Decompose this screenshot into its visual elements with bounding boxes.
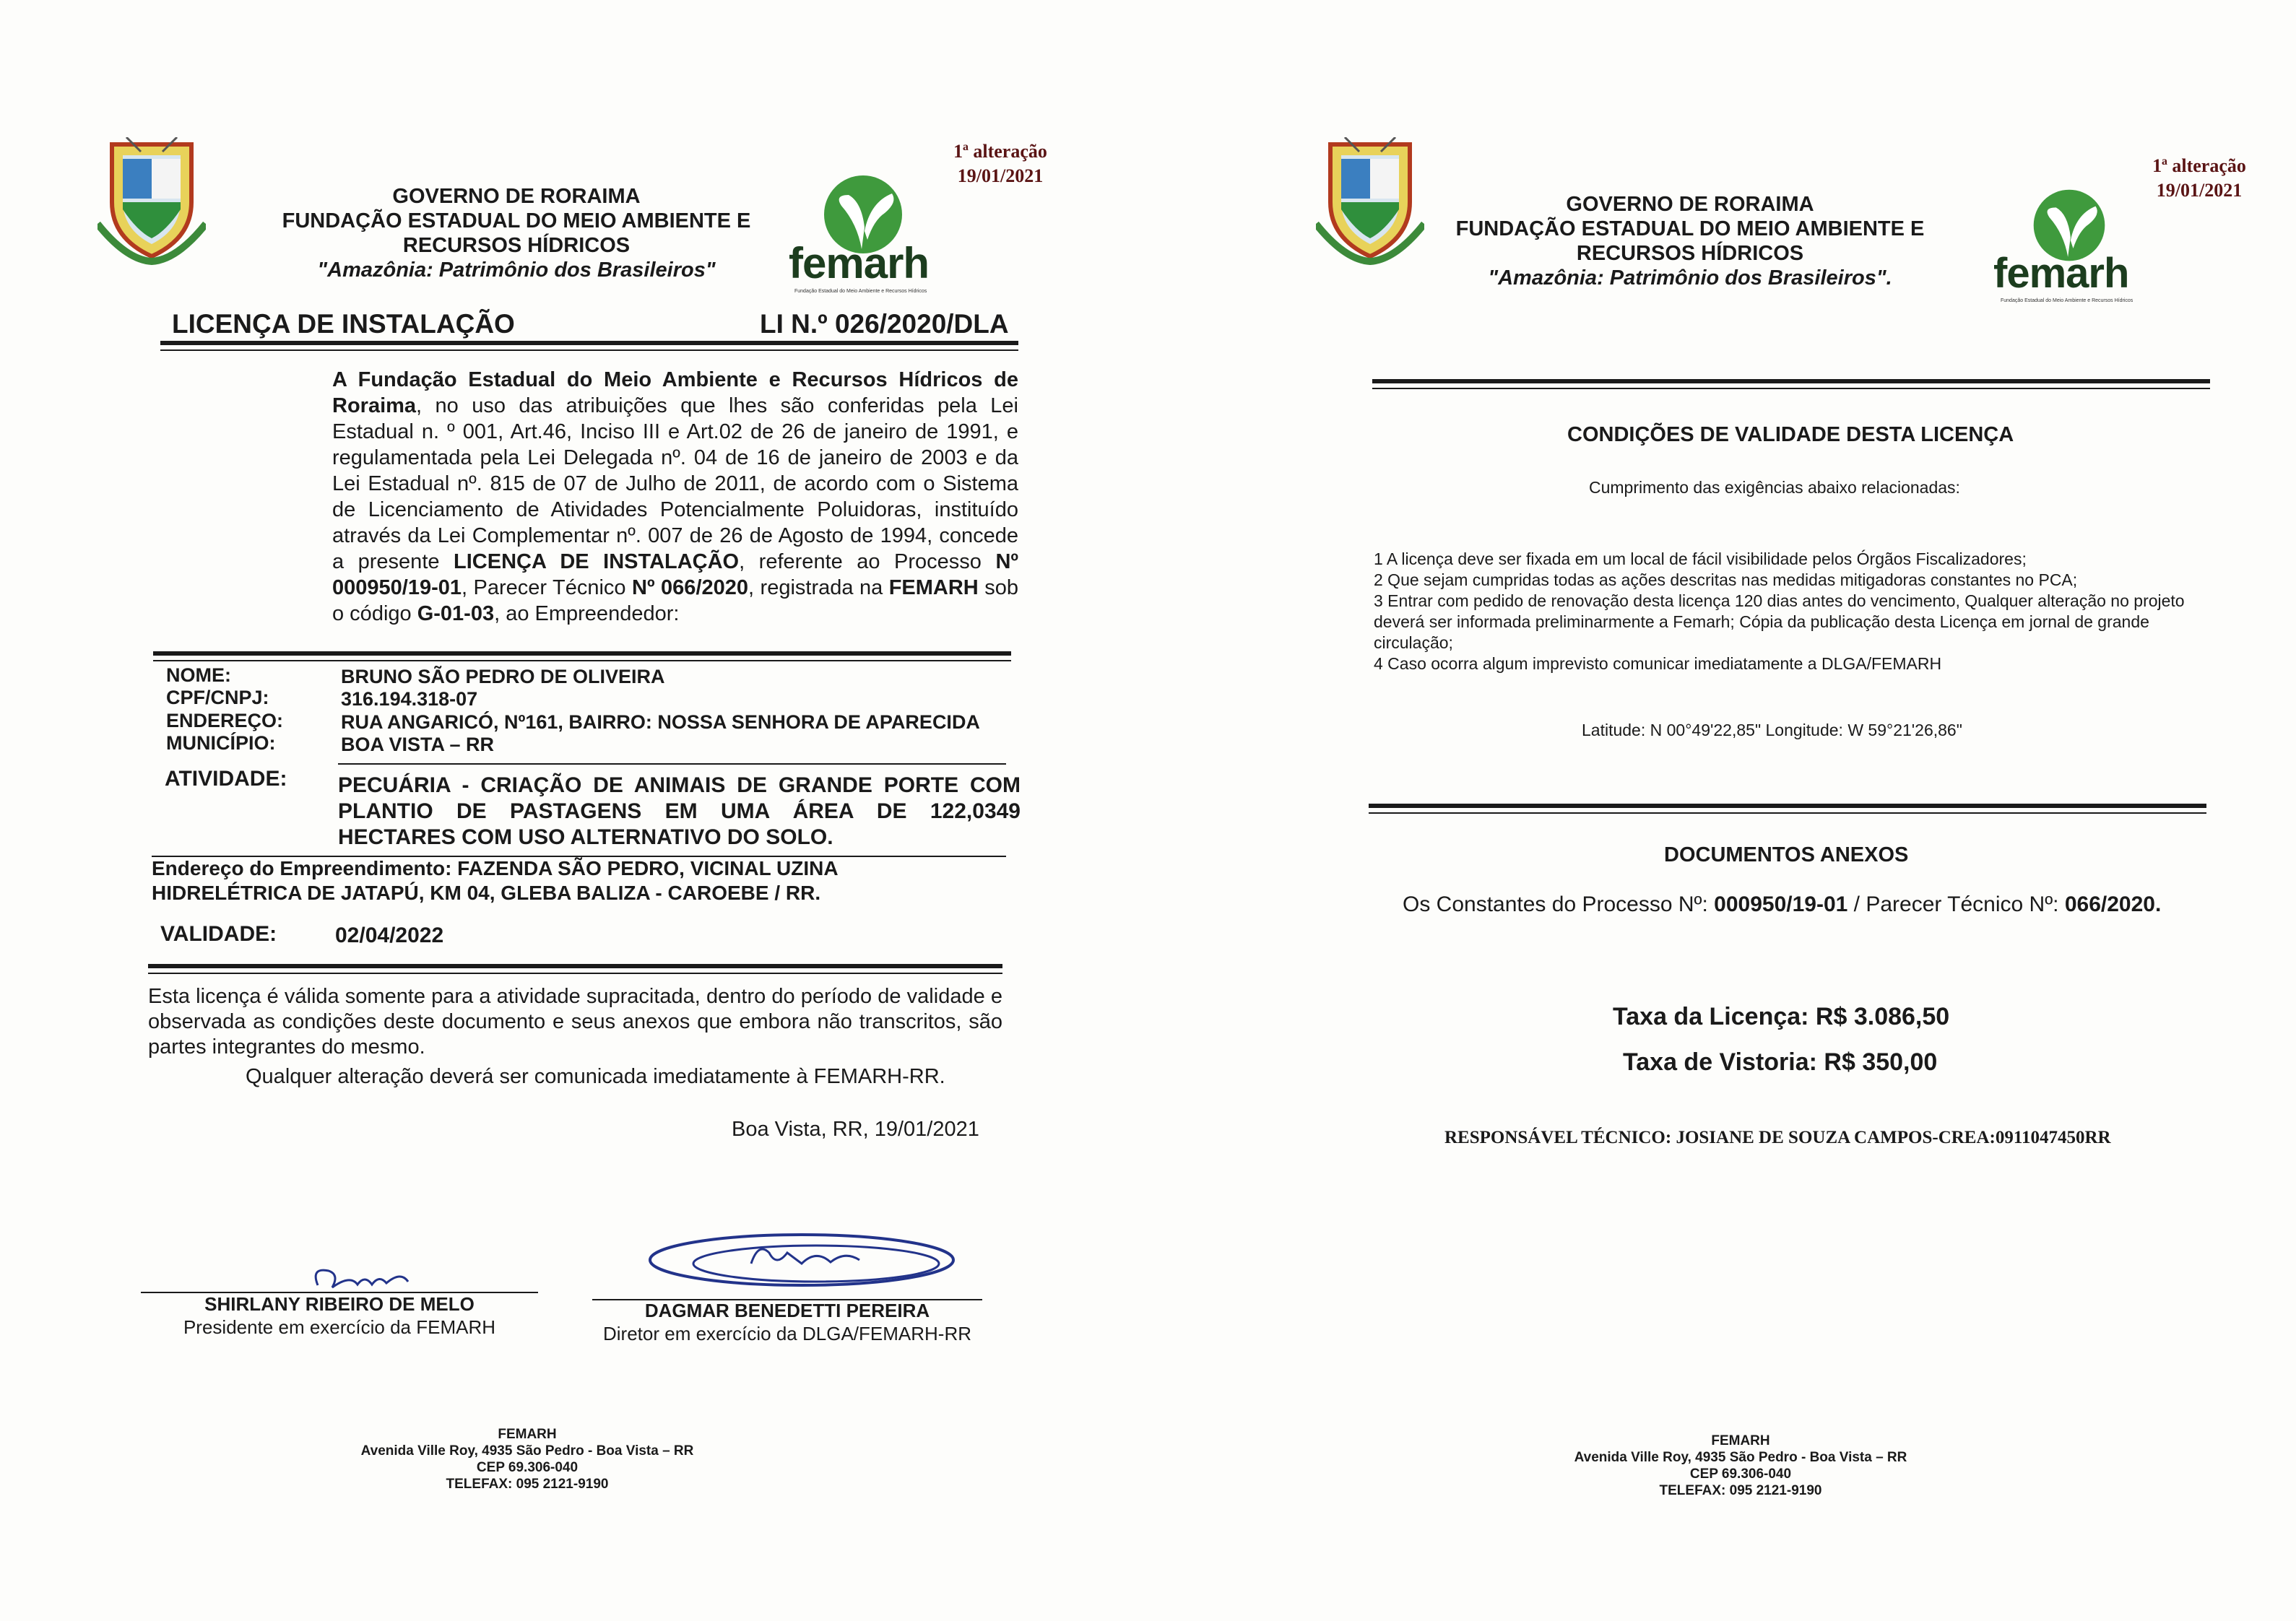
signature-president: [141, 1292, 538, 1339]
condition-item: 3 Entrar com pedido de renovação desta licença 120 dias antes do vencimento, Qualquer alteração no projeto deverá ser informada preliminarmente a Femarh; Cópia da publicação desta Licença em jornal de grande circulação;: [1374, 591, 2185, 652]
header-motto: "Amazônia: Patrimônio dos Brasileiros": [317, 258, 716, 282]
femarh-tagline: Fundação Estadual do Meio Ambiente e Recursos Hídricos: [2001, 298, 2133, 303]
condition-item: 1 A licença deve ser fixada em um local de fácil visibilidade pelos Órgãos Fiscalizadores;: [1374, 549, 2027, 568]
femarh-tagline: Fundação Estadual do Meio Ambiente e Recursos Hídricos: [794, 289, 927, 294]
footer-address: [311, 1426, 744, 1492]
footer-line-3: CEP 69.306-040: [476, 1460, 579, 1475]
license-title: LICENÇA DE INSTALAÇÃO: [172, 309, 515, 339]
docs-rule: [1369, 804, 2206, 808]
license-number: LI N.º 026/2020/DLA: [760, 309, 1009, 339]
government-header: [246, 184, 787, 282]
activity-value: PECUÁRIA - CRIAÇÃO DE ANIMAIS DE GRANDE PORTE COM PLANTIO DE PASTAGENS EM UMA ÁREA DE 122,0349 HECTARES COM USO ALTERNATIVO DO SOLO.: [338, 773, 1021, 849]
header-line-1: GOVERNO DE RORAIMA: [1566, 193, 1814, 216]
footer-line-4: TELEFAX: 095 2121-9190: [1659, 1483, 1822, 1498]
conditions-list: [1374, 549, 2215, 674]
name-value: BRUNO SÃO PEDRO DE OLIVEIRA: [341, 666, 665, 687]
alteration-label: 1ª alteração: [953, 141, 1047, 162]
header-line-3: RECURSOS HÍDRICOS: [1576, 242, 1804, 265]
femarh-wordmark: femarh: [789, 239, 930, 287]
activity-label: ATIVIDADE:: [165, 767, 287, 791]
header-rule: [1372, 379, 2210, 383]
femarh-wordmark: femarh: [1993, 250, 2129, 297]
alteration-stamp: [939, 139, 1062, 188]
footer-line-2: Avenida Ville Roy, 4935 São Pedro - Boa Vista – RR: [1574, 1450, 1907, 1465]
license-fee: Taxa da Licença: R$ 3.086,50: [1613, 1003, 1950, 1030]
condition-item: 2 Que sejam cumpridas todas as ações descritas nas medidas mitigadoras constantes no PCA;: [1374, 570, 2078, 589]
signature-scribble-2-icon: [643, 1220, 975, 1292]
data-section-rule: [153, 651, 1011, 656]
footer-address: [1524, 1433, 1957, 1499]
address-label: ENDEREÇO:: [166, 710, 284, 731]
header-line-2: FUNDAÇÃO ESTADUAL DO MEIO AMBIENTE E: [1455, 217, 1925, 240]
validity-rule: [148, 964, 1002, 968]
address-value: RUA ANGARICÓ, Nº161, BAIRRO: NOSSA SENHORA DE APARECIDA: [341, 711, 980, 733]
inspection-fee: Taxa de Vistoria: R$ 350,00: [1623, 1048, 1938, 1076]
license-page-back: [1148, 0, 2296, 1621]
validity-date: 02/04/2022: [335, 924, 444, 947]
footer-line-3: CEP 69.306-040: [1689, 1466, 1792, 1482]
condition-item: 4 Caso ocorra algum imprevisto comunicar imediatamente a DLGA/FEMARH: [1374, 654, 1942, 673]
government-header: [1437, 192, 1943, 290]
activity-rule: [338, 763, 1006, 765]
signature-scribble-1-icon: [307, 1260, 423, 1296]
municipality-label: MUNICÍPIO:: [166, 732, 276, 754]
header-line-3: RECURSOS HÍDRICOS: [402, 234, 631, 257]
cpf-value: 316.194.318-07: [341, 688, 478, 710]
roraima-crest-icon: [1316, 137, 1424, 267]
change-notice: Qualquer alteração deverá ser comunicada imediatamente à FEMARH-RR.: [246, 1065, 945, 1088]
site-coordinates: Latitude: N 00°49'22,85" Longitude: W 59°21'26,86": [1582, 721, 1962, 739]
annexes-text: Os Constantes do Processo Nº: 000950/19-01 / Parecer Técnico Nº: 066/2020.: [1403, 892, 2162, 916]
header-motto: "Amazônia: Patrimônio dos Brasileiros".: [1488, 266, 1892, 290]
footer-line-1: FEMARH: [1711, 1433, 1770, 1448]
site-address: Endereço do Empreendimento: FAZENDA SÃO PEDRO, VICINAL UZINA HIDRELÉTRICA DE JATAPÚ, KM 04, GLEBA BALIZA - CAROEBE / RR.: [152, 857, 838, 904]
conditions-subtitle: Cumprimento das exigências abaixo relacionadas:: [1589, 478, 1960, 497]
municipality-value: BOA VISTA – RR: [341, 734, 495, 755]
signatory-2-name: DAGMAR BENEDETTI PEREIRA: [644, 1300, 930, 1321]
validity-label: VALIDADE:: [160, 922, 277, 946]
cpf-label: CPF/CNPJ:: [166, 687, 269, 708]
footer-line-2: Avenida Ville Roy, 4935 São Pedro - Boa Vista – RR: [360, 1443, 694, 1459]
place-and-date: Boa Vista, RR, 19/01/2021: [732, 1118, 979, 1141]
alteration-date: 19/01/2021: [2156, 180, 2243, 201]
header-line-1: GOVERNO DE RORAIMA: [392, 185, 641, 208]
header-line-2: FUNDAÇÃO ESTADUAL DO MEIO AMBIENTE E: [282, 209, 751, 232]
responsible-technician: RESPONSÁVEL TÉCNICO: JOSIANE DE SOUZA CAMPOS-CREA:0911047450RR: [1444, 1128, 2111, 1147]
alteration-date: 19/01/2021: [957, 165, 1044, 186]
signature-director: [592, 1299, 982, 1345]
signatory-1-role: Presidente em exercício da FEMARH: [183, 1316, 496, 1338]
annexes-title: DOCUMENTOS ANEXOS: [1664, 843, 1909, 866]
validity-statement: Esta licença é válida somente para a atividade supracitada, dentro do período de validade e observada as condições deste documento e seus anexos que embora não transcritos, são partes integrantes do mesmo.: [148, 985, 1002, 1059]
alteration-label: 1ª alteração: [2152, 155, 2246, 176]
signatory-2-role: Diretor em exercício da DLGA/FEMARH-RR: [603, 1323, 971, 1344]
footer-line-1: FEMARH: [498, 1427, 557, 1442]
conditions-title: CONDIÇÕES DE VALIDADE DESTA LICENÇA: [1567, 423, 2014, 446]
intro-paragraph: A Fundação Estadual do Meio Ambiente e Recursos Hídricos de Roraima, no uso das atribuições que lhes são conferidas pela Lei Estadual n. º 001, Art.46, Inciso III e Art.02 de 26 de janeiro de 1991, e regulamentada pela Lei Delegada nº. 04 de 16 de janeiro de 2003 e da Lei Estadual nº. 815 de 07 de Julho de 2011, de acordo com o Sistema de Licenciamento de Atividades Potencialmente Poluidoras, instituído através da Lei Complementar nº. 007 de 26 de Agosto de 1994, concede a presente LICENÇA DE INSTALAÇÃO, referente ao Processo Nº 000950/19-01, Parecer Técnico Nº 066/2020, registrada na FEMARH sob o código G-01-03, ao Empreendedor:: [332, 368, 1018, 625]
roraima-crest-icon: [98, 137, 206, 267]
alteration-stamp: [2138, 154, 2261, 203]
name-label: NOME:: [166, 664, 231, 686]
signatory-1-name: SHIRLANY RIBEIRO DE MELO: [204, 1293, 475, 1315]
title-rule: [160, 341, 1018, 345]
footer-line-4: TELEFAX: 095 2121-9190: [446, 1477, 609, 1492]
